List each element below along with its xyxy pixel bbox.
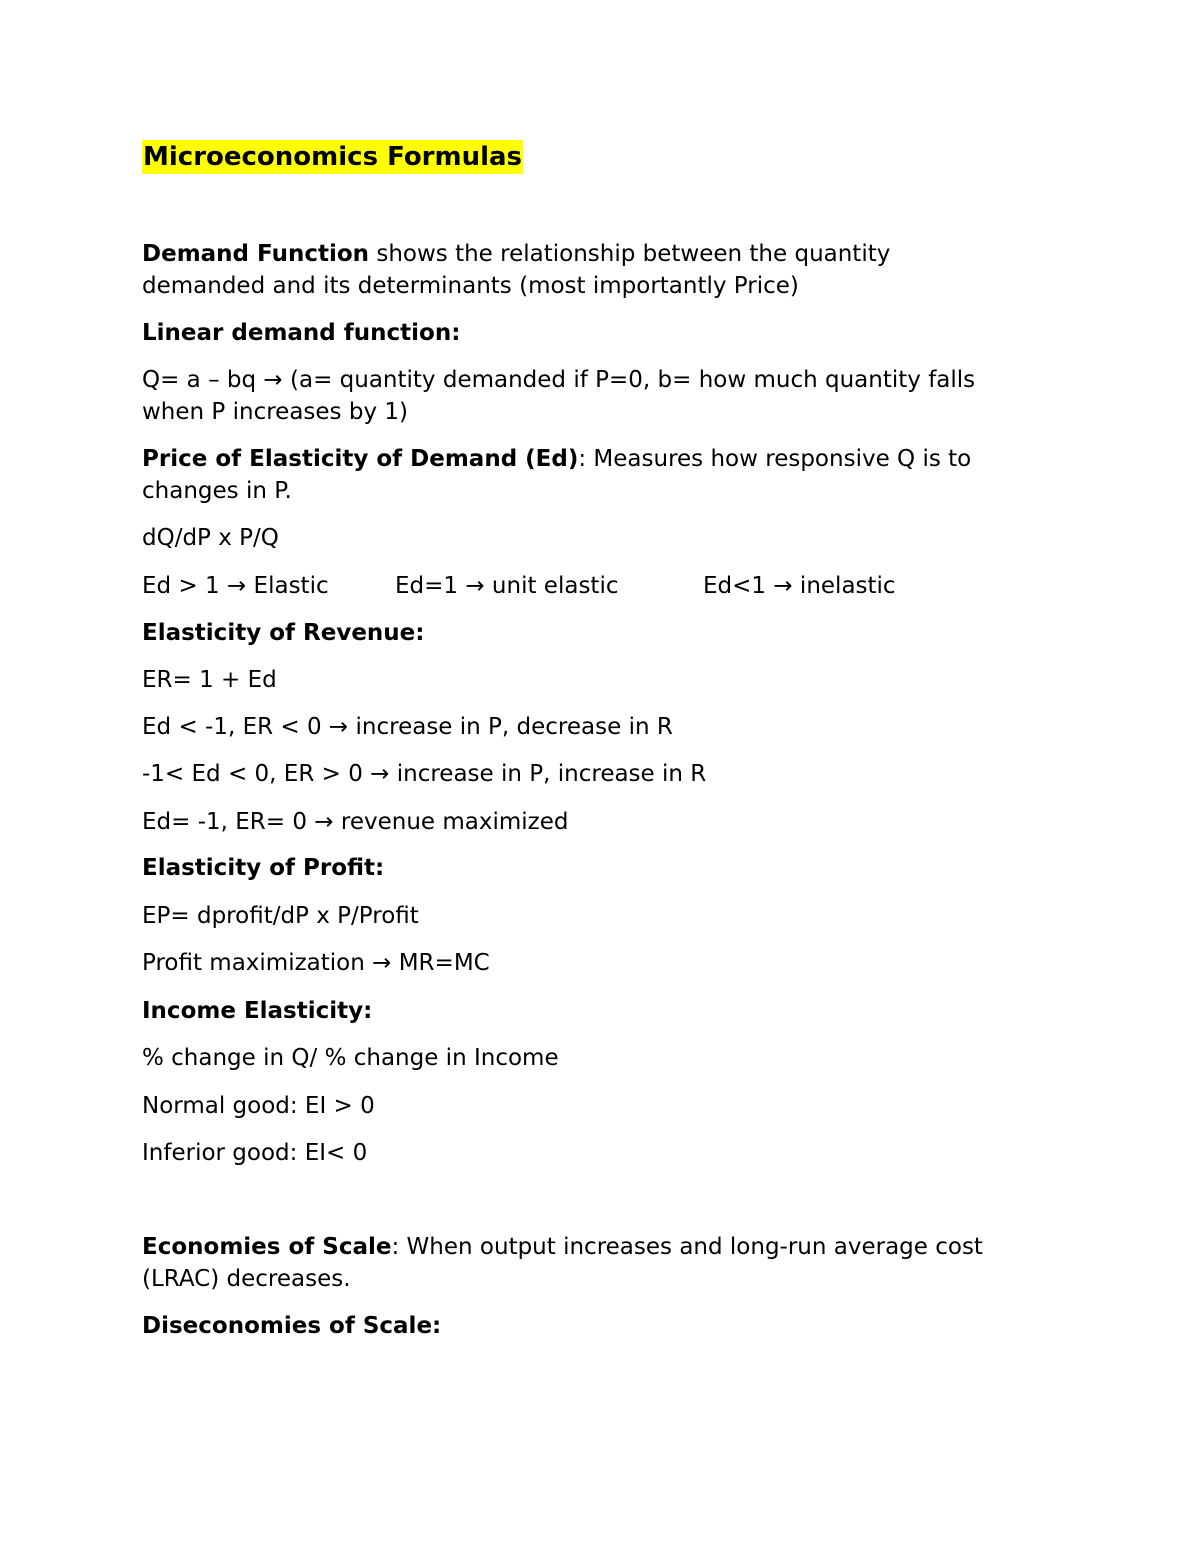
inferior-good: Inferior good: EI< 0 [142,1140,368,1166]
revenue-case-3: Ed= -1, ER= 0 → revenue maximized [142,809,569,835]
price-elasticity-line-1 [142,443,971,475]
price-elasticity-term: Price of Elasticity of Demand (Ed) [142,446,579,472]
elastic-case: Ed > 1 → Elastic [142,573,329,599]
unit-elastic-case: Ed=1 → unit elastic [395,573,619,599]
profit-heading: Elasticity of Profit: [142,855,385,881]
elasticity-cases-line [142,570,1042,602]
demand-function-term: Demand Function [142,241,370,267]
page-title: Microeconomics Formulas [143,142,523,172]
income-heading: Income Elasticity: [142,998,373,1024]
normal-good: Normal good: EI > 0 [142,1093,375,1119]
linear-demand-heading: Linear demand function: [142,320,461,346]
revenue-case-1: Ed < -1, ER < 0 → increase in P, decrease in R [142,714,673,740]
economies-scale-term: Economies of Scale [142,1234,392,1260]
diseconomies-heading: Diseconomies of Scale: [142,1313,442,1339]
economies-scale-line-1 [142,1231,983,1263]
revenue-case-2: -1< Ed < 0, ER > 0 → increase in P, increase in R [142,761,707,787]
linear-demand-formula-2: when P increases by 1) [142,399,408,425]
economies-scale-text: : When output increases and long-run average cost [391,1234,983,1260]
linear-demand-formula-1: Q= a – bq → (a= quantity demanded if P=0, b= how much quantity falls [142,367,976,393]
demand-function-line-2: demanded and its determinants (most importantly Price) [142,273,799,299]
profit-formula: EP= dprofit/dP x P/Profit [142,903,419,929]
economies-scale-line-2: (LRAC) decreases. [142,1266,351,1292]
profit-maximization: Profit maximization → MR=MC [142,950,490,976]
demand-function-line-1 [142,238,890,270]
revenue-formula: ER= 1 + Ed [142,667,277,693]
income-formula: % change in Q/ % change in Income [142,1045,559,1071]
price-elasticity-line-2: changes in P. [142,478,292,504]
inelastic-case: Ed<1 → inelastic [703,573,896,599]
demand-function-text: shows the relationship between the quantity [369,241,891,267]
price-elasticity-formula: dQ/dP x P/Q [142,525,279,551]
revenue-heading: Elasticity of Revenue: [142,620,425,646]
price-elasticity-text: : Measures how responsive Q is to [578,446,972,472]
